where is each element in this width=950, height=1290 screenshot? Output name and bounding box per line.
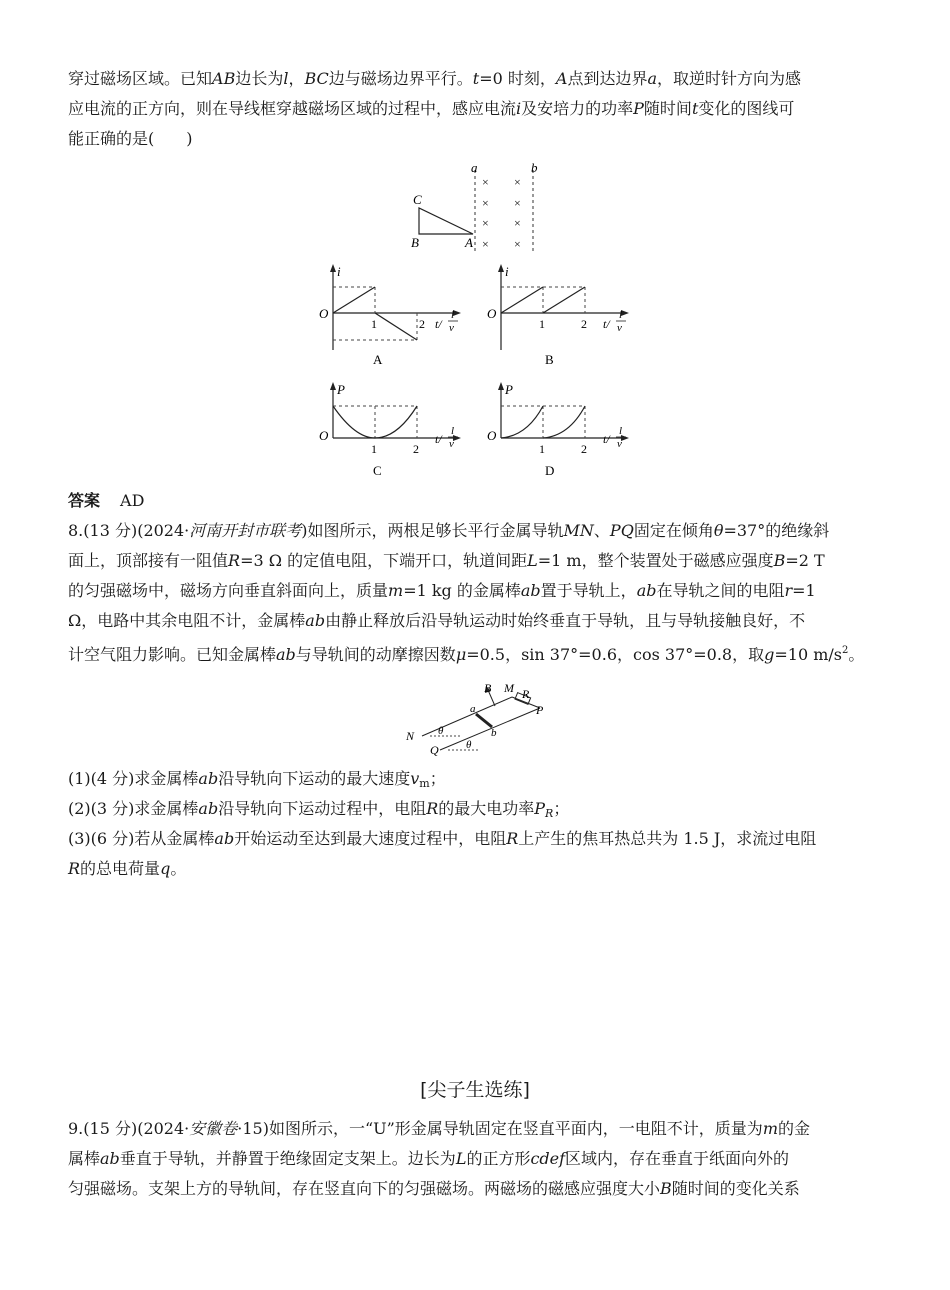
- svg-text:×: ×: [482, 216, 489, 230]
- svg-text:2: 2: [413, 442, 419, 456]
- boundary-a-label: a: [471, 160, 478, 175]
- svg-text:l: l: [619, 309, 623, 321]
- svg-text:×: ×: [514, 237, 521, 251]
- question-9-stem: 9.(15 分)(2024·安徽卷·15)如图所示，一“U”形金属导轨固定在竖直平面内，一电阻不计，质量为m的金 属棒ab垂直于导轨，并静置于绝缘固定支架上。边长为L的正方形cdef区域内，存在垂直于纸面向外的 匀强磁场。支架上方的导轨间，存在竖直向下的匀强磁场。两磁场的磁感应强度大小B随时间的变化关系: [68, 1119, 810, 1198]
- svg-text:a: a: [470, 703, 476, 715]
- svg-text:l: l: [619, 425, 623, 437]
- vertex-c-label: C: [413, 192, 422, 207]
- answer-label: 答案: [68, 491, 101, 510]
- intro-line-1: 穿过磁场区域。已知AB边长为l，BC边与磁场边界平行。t=0 时刻，A点到达边界a，取逆时针方向为感: [68, 69, 802, 88]
- question-8-stem: 8.(13 分)(2024·河南开封市联考)如图所示，两根足够长平行金属导轨MN、PQ固定在倾角θ=37°的绝缘斜 面上，顶部接有一阻值R=3 Ω 的定值电阻，下端开口，轨道间距L=1 m，整个装置处于磁感应强度B=2 T 的匀强磁场中，磁场方向垂直斜面向上，质量m=1 kg 的金属棒ab置于导轨上，ab在导轨之间的电阻r=1 Ω，电路中其余电阻不计，金属棒ab由静止释放后沿导轨运动时始终垂直于导轨，且与导轨接触良好，不 计空气阻力影响。已知金属棒ab与导轨间的动摩擦因数μ=0.5，sin 37°=0.6，cos 37°=0.8，取g=10 $m/s^2$。: [68, 521, 865, 664]
- svg-text:l: l: [451, 425, 455, 437]
- graph-option-a: [315, 262, 475, 372]
- part-1: (1)(4 分)求金属棒ab沿导轨向下运动的最大速度$v_m$；: [68, 769, 446, 790]
- svg-text:1: 1: [371, 317, 377, 331]
- graph-option-b: [483, 262, 643, 372]
- svg-text:P: P: [536, 703, 544, 717]
- graph-option-d: [483, 380, 643, 480]
- svg-text:O: O: [319, 428, 329, 443]
- svg-text:2: 2: [419, 317, 425, 331]
- svg-text:O: O: [319, 306, 329, 321]
- svg-text:P: P: [505, 382, 513, 397]
- svg-text:b: b: [491, 727, 497, 739]
- svg-text:O: O: [487, 428, 497, 443]
- svg-text:1: 1: [539, 317, 545, 331]
- svg-text:t/: t/: [435, 317, 442, 331]
- svg-text:P: P: [337, 382, 345, 397]
- field-crosses: [482, 175, 521, 251]
- svg-text:Q: Q: [430, 743, 439, 757]
- svg-text:t/: t/: [435, 432, 442, 446]
- svg-text:N: N: [406, 729, 415, 743]
- vertex-b-label: B: [411, 235, 419, 250]
- svg-text:×: ×: [482, 196, 489, 210]
- caption-c: C: [373, 463, 382, 478]
- svg-text:×: ×: [482, 237, 489, 251]
- svg-text:i: i: [505, 264, 509, 279]
- part-2: (2)(3 分)求金属棒ab沿导轨向下运动过程中，电阻R的最大电功率$P_R$；: [68, 799, 570, 820]
- part-3: (3)(6 分)若从金属棒ab开始运动至达到最大速度过程中，电阻R上产生的焦耳热总共为 1.5 J，求流过电阻: [68, 829, 817, 848]
- caption-b: B: [545, 352, 554, 367]
- svg-text:θ: θ: [438, 725, 444, 737]
- svg-text:v: v: [617, 438, 622, 450]
- answer-line: [68, 486, 144, 516]
- caption-d: D: [545, 463, 555, 478]
- question-8-parts: (1)(4 分)求金属棒ab沿导轨向下运动的最大速度$v_m$； (2)(3 分)求金属棒ab沿导轨向下运动过程中，电阻R的最大电功率$P_R$； (3)(6 分)若从金属棒ab开始运动至达到最大速度过程中，电阻R上产生的焦耳热总共为 1.5 J，求流过电阻 R的总电荷量q。: [68, 764, 882, 884]
- caption-a: A: [373, 352, 383, 367]
- svg-text:M: M: [504, 681, 514, 695]
- intro-paragraph: [68, 64, 882, 154]
- svg-text:v: v: [617, 322, 622, 334]
- figure-triangle-field: [405, 160, 555, 255]
- svg-text:θ: θ: [466, 739, 472, 751]
- svg-text:×: ×: [514, 216, 521, 230]
- answer-value: AD: [120, 491, 145, 510]
- svg-text:i: i: [337, 264, 341, 279]
- svg-text:×: ×: [514, 196, 521, 210]
- vertex-a-label: A: [465, 235, 473, 250]
- svg-text:×: ×: [482, 175, 489, 189]
- svg-text:1: 1: [539, 442, 545, 456]
- svg-text:O: O: [487, 306, 497, 321]
- svg-text:×: ×: [514, 175, 521, 189]
- svg-text:2: 2: [581, 442, 587, 456]
- svg-text:1: 1: [371, 442, 377, 456]
- section-title: [尖子生选练]: [420, 1079, 530, 1101]
- svg-text:v: v: [449, 322, 454, 334]
- svg-text:2: 2: [581, 317, 587, 331]
- intro-line-2: 应电流的正方向，则在导线框穿越磁场区域的过程中，感应电流i及安培力的功率P随时间t变化的图线可: [68, 99, 795, 118]
- boundary-b-label: b: [531, 160, 538, 175]
- svg-text:R: R: [522, 687, 530, 701]
- svg-text:t/: t/: [603, 317, 610, 331]
- svg-text:v: v: [449, 438, 454, 450]
- figure-inclined-rails: [400, 680, 560, 760]
- svg-text:l: l: [451, 309, 455, 321]
- svg-text:B: B: [484, 681, 492, 695]
- svg-text:t/: t/: [603, 432, 610, 446]
- graph-option-c: [315, 380, 475, 480]
- intro-line-3: 能正确的是( ): [68, 129, 193, 148]
